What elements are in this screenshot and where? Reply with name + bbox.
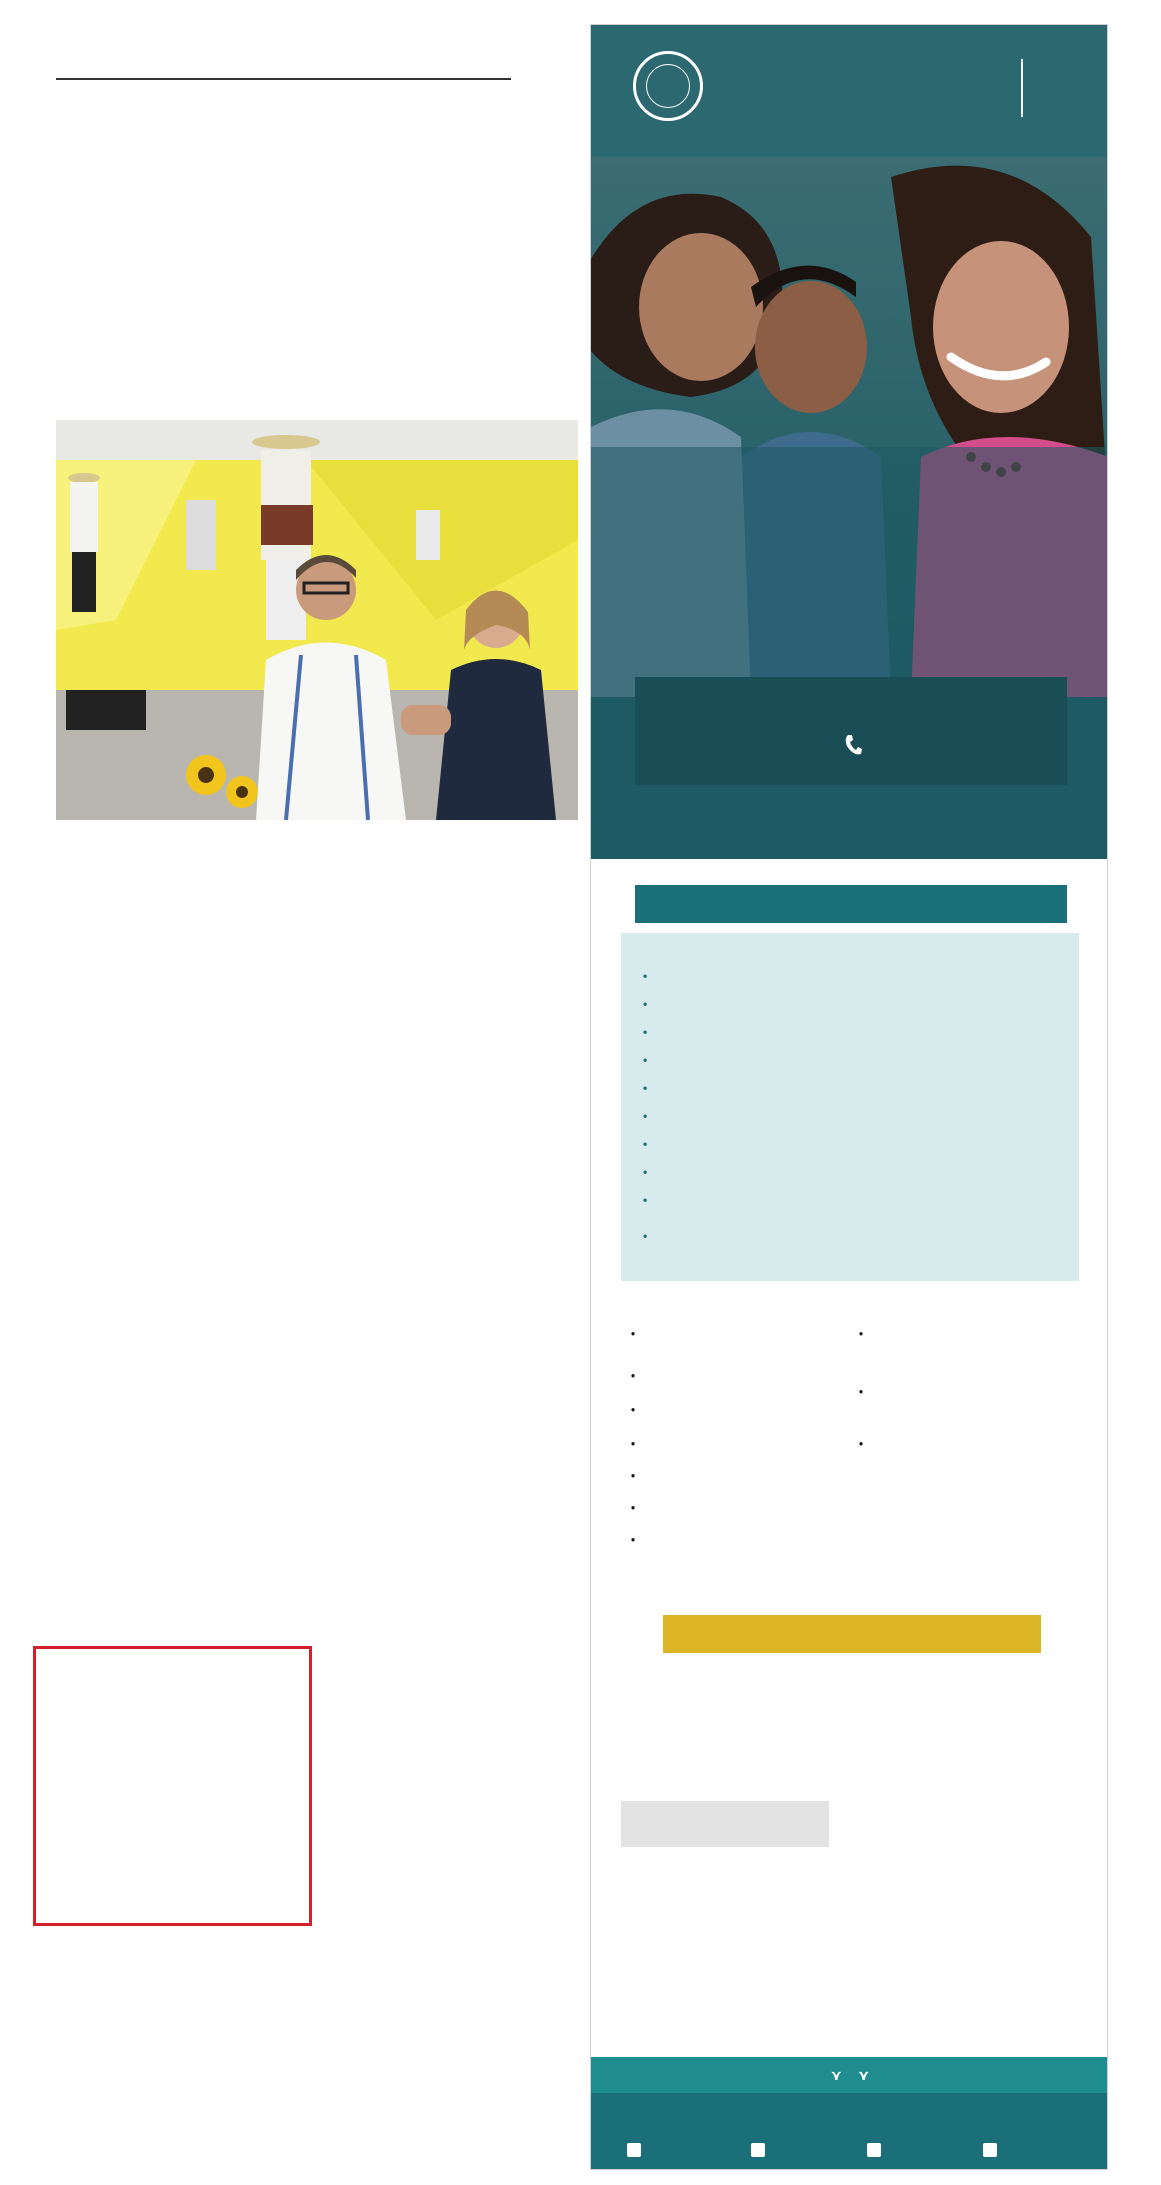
brief-item-highlighted	[56, 1664, 312, 1668]
social-links	[627, 2143, 1087, 2161]
ad-hero-image	[591, 157, 1108, 697]
program-entry	[643, 1053, 647, 1067]
program-entry	[859, 1439, 1077, 1451]
program-name-line: •	[631, 1503, 636, 1515]
program-name-line: •	[643, 1081, 648, 1095]
program-name-line: •	[631, 1371, 636, 1383]
program-name-line: •	[631, 1405, 636, 1417]
program-entry	[631, 1405, 855, 1417]
program-name-line: •	[631, 1471, 636, 1483]
program-name-line: •	[631, 1439, 636, 1451]
facebook-icon	[627, 2143, 641, 2157]
program-entry	[631, 1329, 855, 1341]
program-entry	[643, 997, 647, 1011]
program-name-line: •	[859, 1439, 864, 1451]
program-entry	[643, 1193, 647, 1207]
program-name-line: •	[643, 1109, 648, 1123]
program-name-line: •	[643, 1229, 648, 1243]
social-link-facebook[interactable]	[627, 2143, 649, 2159]
social-link-instagram[interactable]	[983, 2143, 1005, 2159]
photo-illustration	[56, 420, 578, 820]
instagram-icon	[983, 2143, 997, 2157]
students-illustration	[591, 157, 1108, 697]
chevron-down-icon: ⋎	[830, 2068, 842, 2084]
brief-item	[332, 1370, 578, 1374]
program-name-line: •	[631, 1329, 636, 1341]
program-name-line: •	[643, 1137, 648, 1151]
brief-item	[332, 1664, 578, 1668]
program-name-line: •	[859, 1387, 864, 1399]
program-entry	[631, 1535, 855, 1547]
program-entry	[643, 1137, 647, 1151]
program-entry	[643, 1025, 647, 1039]
enrollment-contact	[635, 733, 1067, 761]
program-entry	[643, 1081, 647, 1095]
brief-item	[56, 1074, 312, 1078]
program-name-line: •	[859, 1329, 864, 1341]
ad-hero-panel	[591, 25, 1108, 859]
section-label-esp-presenciales	[621, 1801, 829, 1847]
postgrad-title	[663, 1615, 1041, 1653]
program-entry	[643, 1165, 647, 1179]
program-name-line: •	[643, 1193, 648, 1207]
program-entry	[631, 1503, 855, 1515]
youtube-icon	[867, 2143, 881, 2157]
program-entry	[643, 1229, 647, 1243]
undergrad-title	[635, 885, 1067, 923]
more-offer-bar	[591, 2057, 1108, 2093]
enrollment-box	[635, 677, 1067, 785]
program-entry	[631, 1439, 855, 1451]
program-entry	[859, 1387, 1077, 1399]
university-crest-icon	[633, 51, 703, 121]
masthead-rule	[56, 78, 511, 80]
closing-brief	[90, 1944, 548, 1948]
brief-item	[332, 1074, 578, 1078]
program-name-line: •	[643, 1025, 648, 1039]
program-name-line: •	[643, 1053, 648, 1067]
program-entry	[631, 1471, 855, 1483]
program-name-line: •	[643, 969, 648, 983]
social-link-youtube[interactable]	[867, 2143, 889, 2159]
highlight-box	[33, 1646, 312, 1926]
accredited-programs-box	[621, 933, 1079, 1281]
event-photo	[56, 420, 578, 820]
phone-icon	[844, 734, 862, 756]
ad-footer	[591, 2057, 1108, 2170]
program-name-line: •	[631, 1535, 636, 1547]
chevron-down-icon: ⋎	[858, 2068, 870, 2084]
social-link-twitter[interactable]	[751, 2143, 773, 2159]
twitter-icon	[751, 2143, 765, 2157]
program-name-line: •	[643, 997, 648, 1011]
enrollment-offer	[591, 801, 1108, 841]
program-entry	[631, 1371, 855, 1383]
program-entry	[859, 1329, 1077, 1341]
program-entry	[643, 969, 647, 983]
brief-item	[56, 1370, 312, 1374]
university-advertisement[interactable]	[590, 24, 1108, 2170]
program-entry	[643, 1109, 647, 1123]
header-divider	[1021, 59, 1023, 117]
masthead	[56, 18, 511, 100]
program-name-line: •	[643, 1165, 648, 1179]
ad-header	[591, 25, 1108, 157]
